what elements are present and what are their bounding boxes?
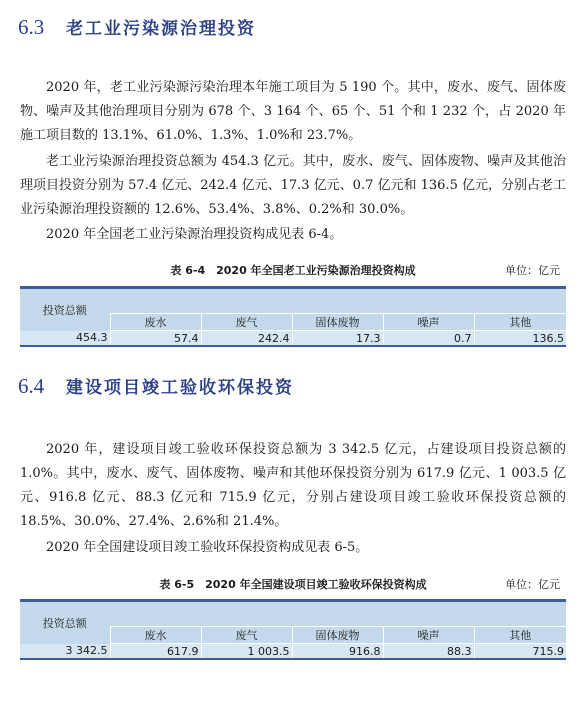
table-unit: 单位：亿元 bbox=[505, 578, 560, 591]
column-header: 固体废物 bbox=[292, 314, 383, 331]
section-heading-6-3 bbox=[18, 14, 256, 40]
total-label: 投资总额 bbox=[20, 601, 110, 644]
table-cell-total: 454.3 bbox=[20, 331, 110, 347]
column-header: 废水 bbox=[110, 314, 201, 331]
column-header: 其他 bbox=[474, 627, 566, 644]
table-cell: 0.7 bbox=[383, 331, 474, 347]
paragraph: 2020 年全国老工业污染源治理投资构成见表 6-4。 bbox=[46, 227, 343, 242]
section-number: 6.3 bbox=[18, 15, 45, 39]
table-header-row bbox=[20, 601, 566, 627]
paragraph: 老工业污染源治理投资总额为 454.3 亿元。其中，废水、废气、固体废物、噪声及其他治理项目投资分别为 57.4 亿元、242.4 亿元、17.3 亿元、0.7 亿元和 136.5 亿元，分别占老工业污染源治理投资额的 12.6%、53.4%、3.8%、0.2%和 30.0%。 bbox=[20, 154, 566, 217]
table-cell: 57.4 bbox=[110, 331, 201, 347]
section-number: 6.4 bbox=[18, 374, 45, 398]
table-header-row bbox=[20, 288, 566, 314]
table-title: 表 6-4 2020 年全国老工业污染源治理投资构成 bbox=[170, 264, 416, 277]
total-label: 投资总额 bbox=[20, 288, 110, 331]
column-header: 固体废物 bbox=[292, 627, 383, 644]
column-header: 其他 bbox=[474, 314, 566, 331]
section-title: 建设项目竣工验收环保投资 bbox=[66, 378, 294, 398]
column-header: 废气 bbox=[201, 314, 292, 331]
column-header: 废气 bbox=[201, 627, 292, 644]
section-heading-6-4 bbox=[18, 373, 294, 399]
table-title: 表 6-5 2020 年全国建设项目竣工验收环保投资构成 bbox=[159, 578, 427, 591]
table-unit: 单位：亿元 bbox=[505, 264, 560, 277]
table-cell: 916.8 bbox=[292, 644, 383, 660]
table-cell: 242.4 bbox=[201, 331, 292, 347]
column-header: 噪声 bbox=[383, 314, 474, 331]
paragraph: 2020 年，老工业污染源污染治理本年施工项目为 5 190 个。其中，废水、废气、固体废物、噪声及其他治理项目分别为 678 个、3 164 个、65 个、51 个和 1 232 个，占 2020 年施工项目数的 13.1%、61.0%、1.3%、1.0%和 23.7%。 bbox=[20, 80, 566, 143]
column-header: 废水 bbox=[110, 627, 201, 644]
column-header: 噪声 bbox=[383, 627, 474, 644]
table-cell: 1 003.5 bbox=[201, 644, 292, 660]
table-cell: 136.5 bbox=[474, 331, 566, 347]
table-row bbox=[20, 331, 566, 347]
table-cell: 715.9 bbox=[474, 644, 566, 660]
table-cell: 88.3 bbox=[383, 644, 474, 660]
table-cell: 17.3 bbox=[292, 331, 383, 347]
section-title: 老工业污染源治理投资 bbox=[66, 19, 256, 39]
investment-table-6-4 bbox=[20, 286, 566, 347]
investment-table-6-5 bbox=[20, 599, 566, 660]
table-cell: 617.9 bbox=[110, 644, 201, 660]
paragraph: 2020 年，建设项目竣工验收环保投资总额为 3 342.5 亿元，占建设项目投资总额的 1.0%。其中，废水、废气、固体废物、噪声和其他环保投资分别为 617.9 亿元、1 003.5 亿元、916.8 亿元、88.3 亿元和 715.9 亿元，分别占建设项目竣工验收环保投资总额的 18.5%、30.0%、27.4%、2.6%和 21.4%。 bbox=[20, 442, 566, 529]
table-cell-total: 3 342.5 bbox=[20, 644, 110, 660]
table-caption bbox=[20, 262, 566, 278]
table-caption bbox=[20, 576, 566, 592]
paragraph: 2020 年全国建设项目竣工验收环保投资构成见表 6-5。 bbox=[46, 540, 369, 555]
table-row bbox=[20, 644, 566, 660]
